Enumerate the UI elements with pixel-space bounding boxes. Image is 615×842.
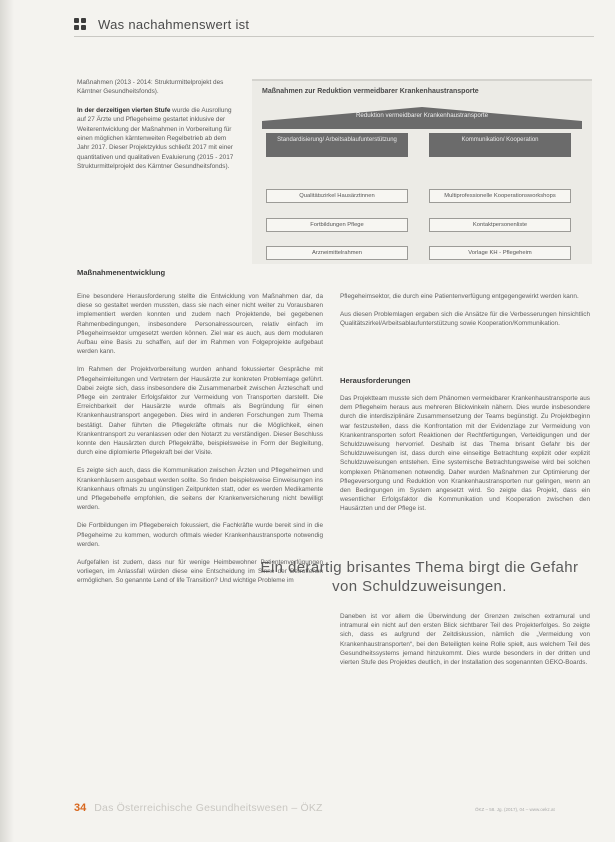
diagram-box-right-1: Multiprofessionelle Kooperationsworkshops <box>429 189 571 203</box>
page-gutter-shadow <box>0 0 14 842</box>
heading-herausforderungen: Herausforderungen <box>340 376 411 385</box>
intro-paragraph-2 <box>77 106 235 172</box>
publication-name: Das Österreichische Gesundheitswesen – ÖKZ <box>94 802 323 814</box>
section-title: Was nachahmenswert ist <box>98 16 250 32</box>
body-column-right-top <box>340 292 590 358</box>
intro-paragraph-2-lead: In der derzeitigen vierten Stufe <box>77 106 171 114</box>
pull-quote: Ein derartig brisantes Thema birgt die Gefahr von Schuldzuweisungen. <box>260 559 579 595</box>
header-rule <box>74 36 594 37</box>
pillar-standardisierung: Standardisierung/ Arbeitsablaufunterstützung <box>266 133 408 157</box>
measures-diagram <box>252 79 592 264</box>
body-paragraph: Eine besondere Herausforderung stellte die Entwicklung von Maßnahmen dar, da diese so gestaltet werden mussten, dass sie nach einer nicht weiter zu Vorausbaren implementiert werden konnten und zudem nach Projektende, bei gegebenen Rahmenbedingungen, insbesondere Personalressourcen, relativ einfach im Pflegeheimsektor umgesetzt werden können. Ziel war es auch, aus dem modularen Aufbau eine Basis zu schaffen, auf der im Rahmen von Folgeprojekte aufgebaut werden kann. <box>77 293 323 356</box>
body-paragraph: Aufgefallen ist zudem, dass nur für wenige Heimbewohner Patientenverfügungen vorliegen, im Anlassfall würden diese eine Entscheidung im Sinne der Betroffenen ermöglichen. So genannte Lend of life Transition? Und wichtige Probleme im <box>77 559 323 585</box>
body-paragraph: Pflegeheimsektor, die durch eine Patientenverfügung entgegengewirkt werden kann. <box>340 293 579 300</box>
page-number: 34 <box>74 802 87 814</box>
diagram-box-left-1: Qualitätszirkel Hausärztinnen <box>266 189 408 203</box>
intro-paragraph-1: Maßnahmen (2013 - 2014: Strukturmittelprojekt des Kärntner Gesundheitsfonds). <box>77 79 224 96</box>
grid-dots-icon <box>74 18 86 30</box>
section-header <box>74 14 249 34</box>
footer-small-text: ÖKZ – 58. Jg. (2017), 04 – www.oekz.at <box>475 807 555 812</box>
body-column-right-bottom <box>340 612 590 788</box>
body-column-left <box>77 292 323 782</box>
diagram-box-left-3: Arzneimittelrahmen <box>266 246 408 260</box>
body-paragraph: Es zeigte sich auch, dass die Kommunikation zwischen Ärzten und Pflegeheimen und Krankenhäusern ausgebaut werden sollte. So finden beispielsweise Einweisungen ins Krankenhaus oftmals zu ungünstigen Zeitpunkten statt, oder es werden Medikamente und Pflegebehelfe empfohlen, die seitens der Krankenversicherung nicht bewilligt werden. <box>77 467 323 512</box>
body-paragraph: Die Fortbildungen im Pflegebereich fokussiert, die Fachkräfte wurde bereit sind in die Pflegeheime zu kommen, wodurch oftmals wieder Krankenhaustransporte notwendig werden. <box>77 522 323 548</box>
intro-paragraph-2-text: wurde die Ausrollung auf 27 Ärzte und Pflegeheime gestartet inklusive der Weiterentwicklung der Maßnahmen in Vorbereitung für einen möglichen kärntenweiten Regelbetrieb ab dem Jahr 2017. Dieser Projektzyklus schließt 2017 mit einer quantitativen und qualitativen Evaluierung (2015 - 2017 Strukturmittelprojekt des Kärntner Gesundheitsfonds). <box>77 106 234 171</box>
diagram-box-right-3: Vorlage KH - Pflegeheim <box>429 246 571 260</box>
diagram-roof-label: Reduktion vermeidbarer Krankenhaustransporte <box>355 112 489 119</box>
page-footer <box>74 802 323 814</box>
body-paragraph: Daneben ist vor allem die Überwindung der Grenzen zwischen extramural und intramural ein nicht auf den ersten Blick sichtbarer Teil des Projekterfolges. So zeigte sich, dass es aufgrund der Zeitdiskussion, nämlich die „Vermeidung von Krankenhaustransporten“, bei den Beteiligten keine Rolle spielt, aus welchem Teil des Gesundheitssystems jemand hinzukommt. Dies wurde besonders in der dritten und vierten Stufe des Projektes deutlich, in der Installation des sogenannten GEKO-Boards. <box>340 613 590 667</box>
diagram-box-right-2: Kontaktpersonenliste <box>429 218 571 232</box>
body-paragraph: Aus diesen Problemlagen ergaben sich die Ansätze für die Verbesserungen hinsichtlich Qualitätszirkel/Arbeitsablaufunterstützung sowie Kooperation/Kommunikation. <box>340 311 590 328</box>
heading-massnahmenentwicklung: Maßnahmenentwicklung <box>77 268 166 277</box>
left-intro-column <box>77 78 235 181</box>
diagram-box-left-2: Fortbildungen Pflege <box>266 218 408 232</box>
body-paragraph: Das Projektteam musste sich dem Phänomen vermeidbarer Krankenhaustransporte aus dem Pflegeheim heraus aus mehreren Blickwinkeln nähern. Dies wurde insbesondere durch die interdisziplinäre Zusammensetzung der Teams begünstigt. Zu Projektbeginn war festzustellen, dass die Konfrontation mit der Evidenzlage zur Vermeidung von Krankentransporten sofort Reaktionen der Rechtfertigungen, Verteidigungen und der Schuldzuweisung hervorrief. Deshalb ist das Thema brisant Gefahr bis der Schuldzuweisungen ist, dass durch eine einseitige Betrachtung explizit oder explizit Schuldzuweisungen entstehen. Eine systemische Betrachtungsweise wird bei solchen komplexen Phänomenen notwendig. Daher wurden Maßnahmen zur Optimierung der Pflegeversorgung und Reduktion von Krankenhaustransporten nur gelingen, wenn an den Bedingungen im System angesetzt wird. So zeigte das Projekt, dass ein wesentlicher Erfolgsfaktor die Kommunikation und Kooperation zwischen den Hausärzten und der Pflege ist. <box>340 395 590 513</box>
pillar-kommunikation: Kommunikation/ Kooperation <box>429 133 571 157</box>
diagram-title: Maßnahmen zur Reduktion vermeidbarer Krankenhaustransporte <box>262 88 479 95</box>
body-column-right-mid <box>340 394 590 554</box>
body-paragraph: Im Rahmen der Projektvorbereitung wurden anhand fokussierter Gespräche mit Pflegeheimleitungen und Vertretern der Hausärzte zur konkreten Problemlage geführt. Dabei zeigte sich, dass insbesondere die Zusammenarbeit zwischen Ärzteschaft und Pflege ein zentraler Erfolgsfaktor zur Vermeidung von Transporten darstellt. Die Erreichbarkeit der Hausärzte wurde oftmals als Begründung für einen Krankenhaustransport angegeben. Dies wird in anderen Forschungen zum Thema bestätigt. Daher führten die Pflegekräfte oftmals nur die Möglichkeit, einen Krankentransport zu veranlassen oder den Notarzt zu verständigen. Dieser Beschluss konnte den Hausärzten durch Pflegekräfte, beispielsweise in Form der Begleitung, durch eine diplomierte Pflegekraft bei der Visite. <box>77 366 323 457</box>
